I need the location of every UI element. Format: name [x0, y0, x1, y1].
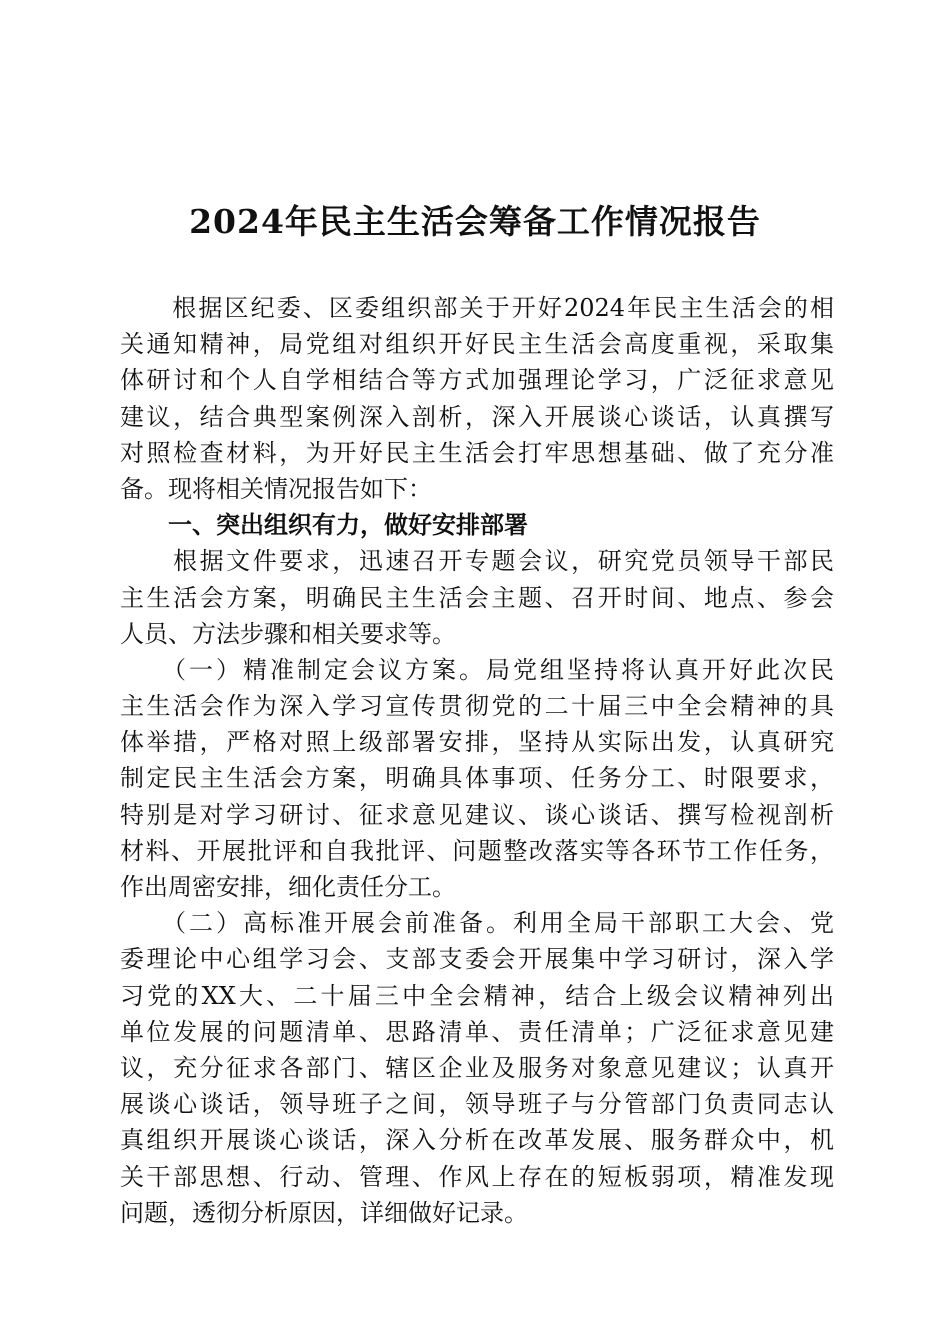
subsection2-line: 习党的XX大、二十届三中全会精神，结合上级会议精神列出: [120, 981, 834, 1010]
document-title: 2024年民主生活会筹备工作情况报告: [189, 202, 761, 241]
subsection2-line: 单位发展的问题清单、思路清单、责任清单；广泛征求意见建: [120, 1017, 834, 1046]
intro-line: 建议，结合典型案例深入剖析，深入开展谈心谈话，认真撰写: [120, 402, 834, 431]
subsection2-line: 问题，透彻分析原因，详细做好记录。: [120, 1198, 528, 1227]
subsection1-line: 主生活会作为深入学习宣传贯彻党的二十届三中全会精神的具: [120, 692, 834, 721]
section1-line: 人员、方法步骤和相关要求等。: [120, 619, 456, 648]
subsection2-line: 展谈心谈话，领导班子之间，领导班子与分管部门负责同志认: [120, 1090, 834, 1119]
subsection1-line: 体举措，严格对照上级部署安排，坚持从实际出发，认真研究: [120, 728, 834, 757]
intro-line: 根据区纪委、区委组织部关于开好2024年民主生活会的相: [120, 294, 834, 322]
intro-line: 备。现将相关情况报告如下：: [120, 474, 432, 503]
intro-line: 关通知精神，局党组对组织开好民主生活会高度重视，采取集: [120, 330, 834, 359]
intro-line: 对照检查材料，为开好民主生活会打牢思想基础、做了充分准: [120, 438, 834, 467]
subsection2-line: 真组织开展谈心谈话，深入分析在改革发展、服务群众中，机: [120, 1126, 834, 1155]
subsection2-line: 议，充分征求各部门、辖区企业及服务对象意见建议；认真开: [120, 1053, 834, 1082]
section-heading: 一、突出组织有力，做好安排部署: [120, 510, 528, 540]
subsection1-line: （一）精准制定会议方案。局党组坚持将认真开好此次民: [120, 655, 834, 684]
subsection2-line: 关干部思想、行动、管理、作风上存在的短板弱项，精准发现: [120, 1162, 834, 1191]
subsection1-line: 作出周密安排，细化责任分工。: [120, 873, 456, 901]
subsection1-paragraph: [120, 652, 834, 905]
section1-paragraph: [120, 543, 834, 652]
section1-line: 主生活会方案，明确民主生活会主题、召开时间、地点、参会: [120, 583, 834, 612]
subsection1-line: 制定民主生活会方案，明确具体事项、任务分工、时限要求，: [120, 764, 834, 793]
subsection1-line: 特别是对学习研讨、征求意见建议、谈心谈话、撰写检视剖析: [120, 800, 834, 829]
intro-paragraph: [120, 290, 834, 507]
subsection2-line: 委理论中心组学习会、支部支委会开展集中学习研讨，深入学: [120, 945, 834, 974]
section1-line: 根据文件要求，迅速召开专题会议，研究党员领导干部民: [120, 547, 834, 576]
subsection1-line: 材料、开展批评和自我批评、问题整改落实等各环节工作任务，: [120, 836, 834, 865]
subsection2-paragraph: [120, 905, 834, 1231]
document-body: [120, 290, 834, 1231]
subsection2-line: （二）高标准开展会前准备。利用全局干部职工大会、党: [120, 909, 834, 938]
intro-line: 体研讨和个人自学相结合等方式加强理论学习，广泛征求意见: [120, 366, 834, 395]
